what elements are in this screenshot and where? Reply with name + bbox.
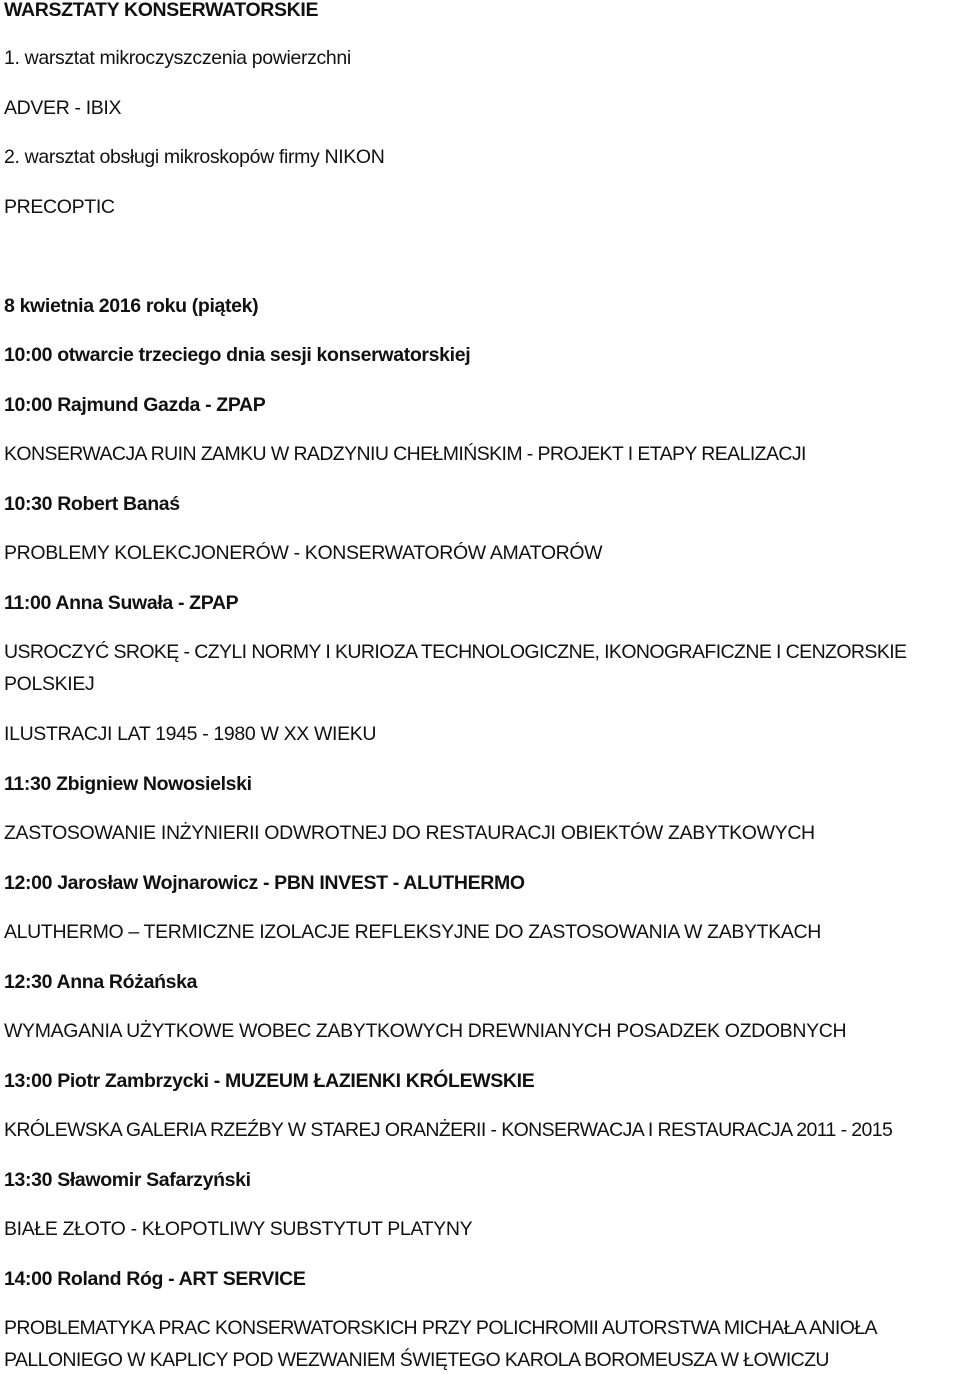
talk-speaker: 13:30 Sławomir Safarzyński: [4, 1169, 251, 1191]
talk-speaker: 11:30 Zbigniew Nowosielski: [4, 773, 252, 795]
talk-title: BIAŁE ZŁOTO - KŁOPOTLIWY SUBSTYTUT PLATYNY: [4, 1218, 473, 1240]
talk-title-line: PALLONIEGO W KAPLICY POD WEZWANIEM ŚWIĘTEGO KAROLA BOROMEUSZA W ŁOWICZU: [4, 1349, 829, 1371]
talk-title-line: POLSKIEJ: [4, 673, 95, 695]
workshop-title: 1. warsztat mikroczyszczenia powierzchni: [4, 47, 351, 69]
talk-speaker: 13:00 Piotr Zambrzycki - MUZEUM ŁAZIENKI KRÓLEWSKIE: [4, 1070, 535, 1092]
talk-speaker: 12:30 Anna Różańska: [4, 971, 198, 993]
talk-speaker: 10:00 Rajmund Gazda - ZPAP: [4, 394, 266, 416]
talk-title-line: PROBLEMATYKA PRAC KONSERWATORSKICH PRZY POLICHROMII AUTORSTWA MICHAŁA ANIOŁA: [4, 1317, 877, 1339]
talk-title: WYMAGANIA UŻYTKOWE WOBEC ZABYTKOWYCH DREWNIANYCH POSADZEK OZDOBNYCH: [4, 1020, 847, 1042]
talk-title-line: ILUSTRACJI LAT 1945 - 1980 W XX WIEKU: [4, 723, 377, 745]
talk-title: ALUTHERMO – TERMICZNE IZOLACJE REFLEKSYJNE DO ZASTOSOWANIA W ZABYTKACH: [4, 921, 822, 943]
talk-speaker: 11:00 Anna Suwała - ZPAP: [4, 592, 239, 614]
talk-title: KRÓLEWSKA GALERIA RZEŹBY W STAREJ ORANŻERII - KONSERWACJA I RESTAURACJA 2011 - 2015: [4, 1119, 893, 1141]
talk-title: ZASTOSOWANIE INŻYNIERII ODWROTNEJ DO RESTAURACJI OBIEKTÓW ZABYTKOWYCH: [4, 822, 815, 844]
talk-title: KONSERWACJA RUIN ZAMKU W RADZYNIU CHEŁMIŃSKIM - PROJEKT I ETAPY REALIZACJI: [4, 443, 806, 465]
talk-speaker: 14:00 Roland Róg - ART SERVICE: [4, 1268, 306, 1290]
workshop-company: PRECOPTIC: [4, 196, 115, 218]
talk-title-line: USROCZYĆ SROKĘ - CZYLI NORMY I KURIOZA TECHNOLOGICZNE, IKONOGRAFICZNE I CENZORSKIE: [4, 641, 907, 663]
workshop-title: 2. warsztat obsługi mikroskopów firmy NIKON: [4, 146, 385, 168]
workshop-company: ADVER - IBIX: [4, 97, 122, 119]
talk-speaker: 10:30 Robert Banaś: [4, 493, 180, 515]
talk-speaker: 12:00 Jarosław Wojnarowicz - PBN INVEST - ALUTHERMO: [4, 872, 525, 894]
document-heading: WARSZTATY KONSERWATORSKIE: [4, 0, 319, 21]
talk-title: PROBLEMY KOLEKCJONERÓW - KONSERWATORÓW AMATORÓW: [4, 542, 603, 564]
day-opening: 10:00 otwarcie trzeciego dnia sesji konserwatorskiej: [4, 344, 471, 366]
day-date: 8 kwietnia 2016 roku (piątek): [4, 295, 259, 317]
